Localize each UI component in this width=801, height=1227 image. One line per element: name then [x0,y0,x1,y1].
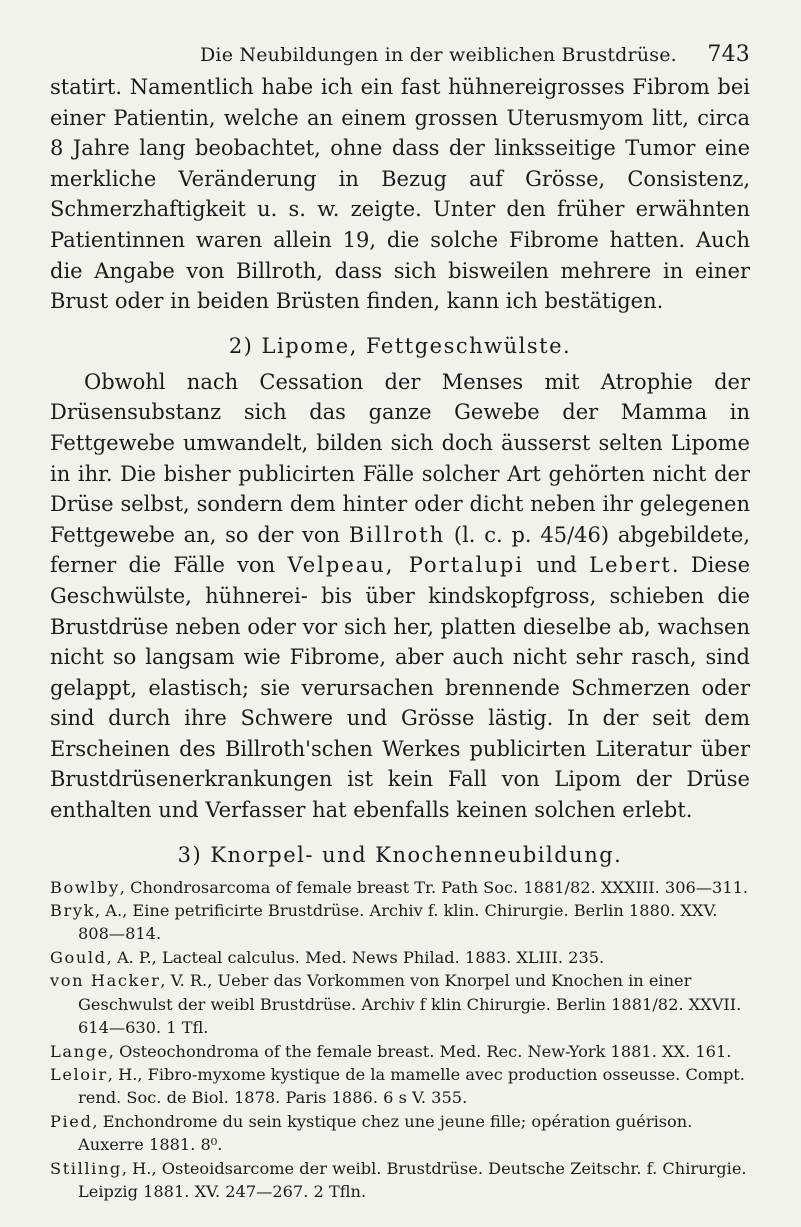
reference-entry [50,969,750,1039]
reference-entry [50,876,750,899]
reference-author: Bryk [50,901,95,921]
paragraph-lipome [50,367,750,826]
reference-text: , H., Fibro-myxome kystique de la mamelle avec production osseusse. Compt. rend. Soc. de Biol. 1878. Paris 1886. 6 s V. 355. [78,1064,745,1108]
reference-list [50,876,750,1204]
text-run: und [524,553,590,578]
reference-entry [50,1157,750,1204]
reference-author: von Hacker [50,971,161,991]
reference-author: Gould [50,947,107,967]
reference-entry [50,899,750,946]
book-page [50,40,750,1203]
reference-author: Lange [50,1041,109,1061]
reference-author: Stilling [50,1158,122,1178]
reference-text: , Enchondrome du sein kystique chez une jeune fille; opération guérison. Auxerre 1881. 8⁰. [78,1111,693,1155]
reference-entry [50,946,750,969]
reference-entry [50,1063,750,1110]
text-run: Obwohl nach Cessation der Menses mit Atrophie der Drüsensubstanz sich das ganze Gewebe der Mamma in Fettgewebe umwandelt, bilden sich doch äusserst selten Lipome in ihr. Die bisher publicirten Fälle solcher Art gehörten nicht der Drüse selbst, sondern dem hinter oder dicht neben ihr gelegenen Fettgewebe an, so der von [50,369,750,547]
running-title: Die Neubildungen in der weiblichen Brustdrüse. [200,44,677,66]
reference-author: Bowlby [50,877,120,897]
reference-text: , V. R., Ueber das Vorkommen von Knorpel und Knochen in einer Geschwulst der weibl Brustdrüse. Archiv f klin Chirurgie. Berlin 1881/82. XXVII. 614—630. 1 Tfl. [78,971,742,1038]
section-heading-lipome: 2) Lipome, Fettgeschwülste. [228,333,572,358]
page-number: 743 [707,42,750,67]
reference-entry [50,1110,750,1157]
section-heading-knorpel: 3) Knorpel- und Knochenneubildung. [177,842,623,867]
reference-text: , A., Eine petrificirte Brustdrüse. Archiv f. klin. Chirurgie. Berlin 1880. XXV. 808—814. [78,901,718,944]
author-name: Lebert [589,553,672,578]
running-header [50,40,750,72]
reference-text: , Chondrosarcoma of female breast Tr. Path Soc. 1881/82. XXXIII. 306—311. [119,877,749,897]
reference-author: Leloir [50,1064,108,1084]
reference-text: , H., Osteoidsarcome der weibl. Brustdrüse. Deutsche Zeitschr. f. Chirurgie. Leipzig 1881. XV. 247—267. 2 Tfln. [78,1158,747,1201]
reference-entry [50,1040,750,1063]
reference-author: Pied [50,1111,93,1131]
text-run: (l. c. p. 45/46) abgebildete, ferner die Fälle von [50,522,750,578]
text-run: . Diese Geschwülste, hühnerei- bis über kindskopfgross, schieben die Brustdrüse neben oder vor sich her, platten dieselbe ab, wachsen nicht so langsam wie Fibrome, aber auch nicht sehr rasch, sind gelappt, elastisch; sie verursachen brennende Schmerzen oder sind durch ihre Schwere und Grösse lästig. In der seit dem Erscheinen des Billroth'schen Werkes publicirten Literatur über Brustdrüsenerkrankungen ist kein Fall von Lipom der Drüse enthalten und Verfasser hat ebenfalls keinen solchen erlebt. [50,553,751,823]
reference-text: , Osteochondroma of the female breast. Med. Rec. New-York 1881. XX. 161. [108,1041,732,1061]
author-name: Billroth [348,522,446,547]
author-name: Velpeau, Portalupi [287,553,525,578]
reference-text: , A. P., Lacteal calculus. Med. News Philad. 1883. XLIII. 235. [106,947,605,967]
paragraph-fibrome: statirt. Namentlich habe ich ein fast hühnereigrosses Fibrom bei einer Patientin, welche an einem grossen Uterusmyom litt, circa 8 Jahre lang beobachtet, ohne dass der linksseitige Tumor eine merkliche Veränderung in Bezug auf Grösse, Consistenz, Schmerzhaftigkeit u. s. w. zeigte. Unter den früher erwähnten Patientinnen waren allein 19, die solche Fibrome hatten. Auch die Angabe von Billroth, dass sich bisweilen mehrere in einer Brust oder in beiden Brüsten finden, kann ich bestätigen. [50,75,750,314]
